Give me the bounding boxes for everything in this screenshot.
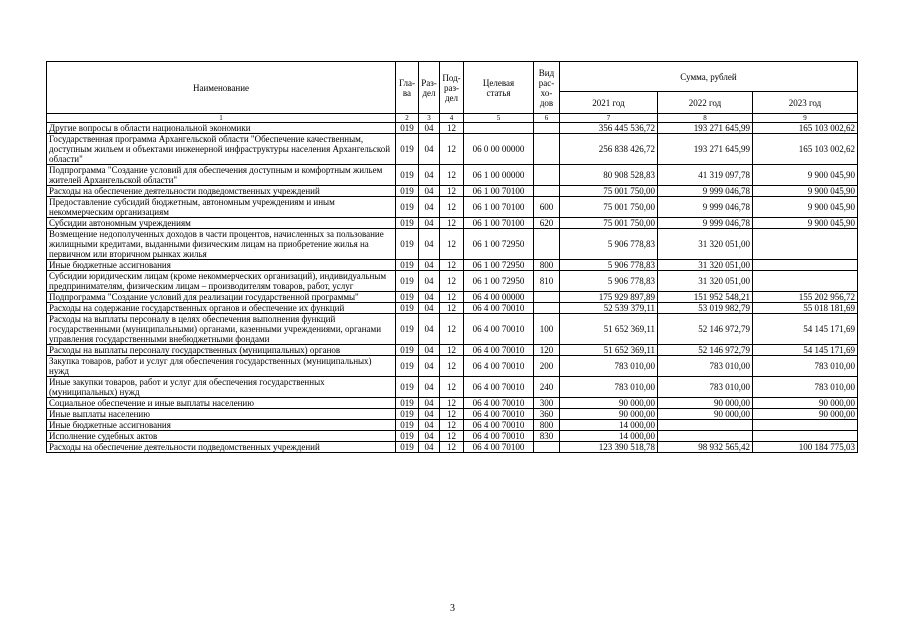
cell-name: Иные выплаты населению [47, 409, 396, 420]
cell-target: 06 4 00 70010 [464, 345, 534, 356]
cell-2022: 9 999 046,78 [658, 218, 753, 229]
header-row [47, 62, 858, 92]
cell-target: 06 1 00 70100 [464, 197, 534, 218]
cell-razdel: 04 [419, 218, 440, 229]
cell-2023: 9 900 045,90 [753, 197, 858, 218]
cell-2022: 9 999 046,78 [658, 197, 753, 218]
cell-glava: 019 [396, 314, 419, 345]
cell-2021: 5 906 778,83 [560, 260, 658, 271]
cell-razdel: 04 [419, 134, 440, 165]
cell-name: Исполнение судебных актов [47, 431, 396, 442]
table-row [47, 123, 858, 134]
cell-razdel: 04 [419, 356, 440, 377]
cell-vid: 240 [534, 377, 560, 398]
cell-target: 06 1 00 72950 [464, 229, 534, 260]
column-number: 2 [396, 114, 419, 123]
cell-podrazdel: 12 [440, 260, 464, 271]
cell-2022: 9 999 046,78 [658, 186, 753, 197]
cell-name: Иные бюджетные ассигнования [47, 420, 396, 431]
cell-name: Расходы на выплаты персоналу в целях обеспечения выполнения функций государственными (муниципальными) органами, казенными учреждениями, органами управления государственными внебюджетными фондами [47, 314, 396, 345]
cell-2023 [753, 260, 858, 271]
table-row [47, 134, 858, 165]
cell-target: 06 4 00 70010 [464, 314, 534, 345]
cell-target: 06 4 00 00000 [464, 292, 534, 303]
table-row [47, 218, 858, 229]
cell-2023: 54 145 171,69 [753, 314, 858, 345]
page-number: 3 [450, 603, 455, 614]
cell-glava: 019 [396, 409, 419, 420]
cell-glava: 019 [396, 229, 419, 260]
cell-vid: 600 [534, 197, 560, 218]
cell-name: Государственная программа Архангельской области "Обеспечение качественным, доступным жильем и объектами инженерной инфраструктуры населения Архангельской области" [47, 134, 396, 165]
cell-2021: 51 652 369,11 [560, 314, 658, 345]
cell-2021: 14 000,00 [560, 420, 658, 431]
table-row [47, 356, 858, 377]
cell-2021: 175 929 897,89 [560, 292, 658, 303]
cell-target: 06 1 00 70100 [464, 186, 534, 197]
cell-target: 06 4 00 70010 [464, 398, 534, 409]
cell-vid [534, 303, 560, 314]
cell-2023: 90 000,00 [753, 409, 858, 420]
cell-vid [534, 229, 560, 260]
cell-2022: 193 271 645,99 [658, 123, 753, 134]
cell-vid [534, 186, 560, 197]
cell-2021: 783 010,00 [560, 377, 658, 398]
cell-2022: 98 932 565,42 [658, 442, 753, 453]
cell-podrazdel: 12 [440, 377, 464, 398]
cell-name: Расходы на выплаты персоналу государственных (муниципальных) органов [47, 345, 396, 356]
cell-glava: 019 [396, 123, 419, 134]
table-row [47, 186, 858, 197]
cell-2023 [753, 420, 858, 431]
cell-vid [534, 442, 560, 453]
cell-vid: 810 [534, 271, 560, 292]
cell-2021: 90 000,00 [560, 409, 658, 420]
cell-name: Расходы на обеспечение деятельности подведомственных учреждений [47, 186, 396, 197]
cell-vid: 800 [534, 420, 560, 431]
cell-name: Расходы на содержание государственных органов и обеспечение их функций [47, 303, 396, 314]
cell-name: Расходы на обеспечение деятельности подведомственных учреждений [47, 442, 396, 453]
cell-2023: 100 184 775,03 [753, 442, 858, 453]
cell-podrazdel: 12 [440, 431, 464, 442]
cell-2022: 31 320 051,00 [658, 271, 753, 292]
cell-name: Субсидии автономным учреждениям [47, 218, 396, 229]
cell-name: Возмещение недополученных доходов в части процентов, начисленных за пользование жилищными кредитами, выданными физическим лицам на приобретение жилья на первичном или вторичном рынках жилья [47, 229, 396, 260]
cell-podrazdel: 12 [440, 345, 464, 356]
header-razdel: Раз- дел [419, 62, 440, 114]
cell-2022: 193 271 645,99 [658, 134, 753, 165]
cell-name: Закупка товаров, работ и услуг для обеспечения государственных (муниципальных) нужд [47, 356, 396, 377]
cell-2022: 52 146 972,79 [658, 345, 753, 356]
cell-vid [534, 134, 560, 165]
cell-2021: 75 001 750,00 [560, 197, 658, 218]
cell-name: Предоставление субсидий бюджетным, автономным учреждениям и иным некоммерческим организациям [47, 197, 396, 218]
cell-podrazdel: 12 [440, 442, 464, 453]
table-row [47, 420, 858, 431]
cell-razdel: 04 [419, 292, 440, 303]
cell-2023: 9 900 045,90 [753, 186, 858, 197]
cell-2023 [753, 229, 858, 260]
cell-podrazdel: 12 [440, 356, 464, 377]
header-podrazdel: Под- раз- дел [440, 62, 464, 114]
cell-2022 [658, 431, 753, 442]
table-row [47, 303, 858, 314]
cell-podrazdel: 12 [440, 398, 464, 409]
cell-podrazdel: 12 [440, 197, 464, 218]
cell-vid: 100 [534, 314, 560, 345]
cell-razdel: 04 [419, 345, 440, 356]
cell-2022: 90 000,00 [658, 409, 753, 420]
cell-2021: 14 000,00 [560, 431, 658, 442]
cell-2021: 5 906 778,83 [560, 229, 658, 260]
cell-2021: 52 539 379,11 [560, 303, 658, 314]
cell-2023 [753, 271, 858, 292]
cell-vid: 360 [534, 409, 560, 420]
cell-2021: 356 445 536,72 [560, 123, 658, 134]
cell-podrazdel: 12 [440, 292, 464, 303]
cell-glava: 019 [396, 134, 419, 165]
cell-glava: 019 [396, 431, 419, 442]
cell-2022 [658, 420, 753, 431]
cell-2022: 53 019 982,79 [658, 303, 753, 314]
cell-2022: 783 010,00 [658, 356, 753, 377]
cell-2022: 41 319 097,78 [658, 165, 753, 186]
cell-podrazdel: 12 [440, 123, 464, 134]
column-number: 6 [534, 114, 560, 123]
cell-vid: 200 [534, 356, 560, 377]
cell-podrazdel: 12 [440, 409, 464, 420]
cell-target: 06 1 00 72950 [464, 260, 534, 271]
cell-2023: 165 103 002,62 [753, 123, 858, 134]
cell-razdel: 04 [419, 186, 440, 197]
cell-target: 06 4 00 70010 [464, 431, 534, 442]
cell-glava: 019 [396, 218, 419, 229]
cell-vid [534, 165, 560, 186]
column-number: 1 [47, 114, 396, 123]
header-target: Целевая статья [464, 62, 534, 114]
cell-name: Другие вопросы в области национальной экономики [47, 123, 396, 134]
cell-name: Иные закупки товаров, работ и услуг для обеспечения государственных (муниципальных) нужд [47, 377, 396, 398]
cell-glava: 019 [396, 345, 419, 356]
cell-glava: 019 [396, 442, 419, 453]
cell-2021: 783 010,00 [560, 356, 658, 377]
cell-glava: 019 [396, 420, 419, 431]
header-year-2022: 2022 год [658, 92, 753, 114]
cell-razdel: 04 [419, 260, 440, 271]
cell-name: Подпрограмма "Создание условий для обеспечения доступным и комфортным жильем жителей Архангельской области" [47, 165, 396, 186]
table-body [47, 123, 858, 453]
cell-target: 06 4 00 70010 [464, 409, 534, 420]
cell-podrazdel: 12 [440, 314, 464, 345]
cell-2023: 90 000,00 [753, 398, 858, 409]
cell-vid: 300 [534, 398, 560, 409]
cell-glava: 019 [396, 303, 419, 314]
cell-target: 06 4 00 70010 [464, 303, 534, 314]
cell-razdel: 04 [419, 197, 440, 218]
cell-razdel: 04 [419, 420, 440, 431]
header-year-2023: 2023 год [753, 92, 858, 114]
cell-razdel: 04 [419, 303, 440, 314]
cell-2021: 123 390 518,78 [560, 442, 658, 453]
cell-name: Иные бюджетные ассигнования [47, 260, 396, 271]
header-vid: Вид рас- хо- дов [534, 62, 560, 114]
table-row [47, 442, 858, 453]
cell-podrazdel: 12 [440, 186, 464, 197]
cell-glava: 019 [396, 377, 419, 398]
cell-target: 06 1 00 70100 [464, 218, 534, 229]
cell-target: 06 4 00 70010 [464, 420, 534, 431]
budget-table [46, 61, 858, 453]
cell-glava: 019 [396, 271, 419, 292]
cell-2021: 90 000,00 [560, 398, 658, 409]
cell-name: Подпрограмма "Создание условий для реализации государственной программы" [47, 292, 396, 303]
table-row [47, 431, 858, 442]
cell-2022: 52 146 972,79 [658, 314, 753, 345]
cell-2021: 51 652 369,11 [560, 345, 658, 356]
cell-glava: 019 [396, 197, 419, 218]
cell-2023: 155 202 956,72 [753, 292, 858, 303]
cell-glava: 019 [396, 186, 419, 197]
header-name: Наименование [47, 62, 396, 114]
cell-2023 [753, 431, 858, 442]
table-row [47, 271, 858, 292]
column-number: 7 [560, 114, 658, 123]
cell-glava: 019 [396, 260, 419, 271]
cell-2021: 75 001 750,00 [560, 186, 658, 197]
cell-target: 06 4 00 70100 [464, 442, 534, 453]
cell-2023: 9 900 045,90 [753, 165, 858, 186]
cell-razdel: 04 [419, 314, 440, 345]
cell-2023: 55 018 181,69 [753, 303, 858, 314]
column-number: 3 [419, 114, 440, 123]
cell-razdel: 04 [419, 431, 440, 442]
cell-2022: 90 000,00 [658, 398, 753, 409]
cell-glava: 019 [396, 165, 419, 186]
cell-target: 06 4 00 70010 [464, 377, 534, 398]
column-number: 8 [658, 114, 753, 123]
header-glava: Гла- ва [396, 62, 419, 114]
cell-2023: 783 010,00 [753, 377, 858, 398]
cell-glava: 019 [396, 356, 419, 377]
cell-podrazdel: 12 [440, 165, 464, 186]
cell-razdel: 04 [419, 398, 440, 409]
cell-razdel: 04 [419, 377, 440, 398]
cell-vid: 120 [534, 345, 560, 356]
cell-2023: 165 103 002,62 [753, 134, 858, 165]
cell-2022: 783 010,00 [658, 377, 753, 398]
column-number: 5 [464, 114, 534, 123]
cell-podrazdel: 12 [440, 420, 464, 431]
cell-2023: 9 900 045,90 [753, 218, 858, 229]
cell-target: 06 1 00 72950 [464, 271, 534, 292]
cell-razdel: 04 [419, 165, 440, 186]
cell-razdel: 04 [419, 409, 440, 420]
table-row [47, 197, 858, 218]
cell-2021: 5 906 778,83 [560, 271, 658, 292]
table-row [47, 398, 858, 409]
table-row [47, 314, 858, 345]
cell-razdel: 04 [419, 442, 440, 453]
cell-vid [534, 123, 560, 134]
cell-podrazdel: 12 [440, 218, 464, 229]
cell-razdel: 04 [419, 123, 440, 134]
cell-2023: 54 145 171,69 [753, 345, 858, 356]
cell-2021: 256 838 426,72 [560, 134, 658, 165]
table-row [47, 165, 858, 186]
cell-glava: 019 [396, 292, 419, 303]
cell-2021: 80 908 528,83 [560, 165, 658, 186]
cell-2021: 75 001 750,00 [560, 218, 658, 229]
cell-vid: 620 [534, 218, 560, 229]
cell-target: 06 4 00 70010 [464, 356, 534, 377]
header-year-2021: 2021 год [560, 92, 658, 114]
cell-podrazdel: 12 [440, 229, 464, 260]
cell-2023: 783 010,00 [753, 356, 858, 377]
column-numbers-row [47, 114, 858, 123]
table-row [47, 292, 858, 303]
column-number: 9 [753, 114, 858, 123]
table-row [47, 377, 858, 398]
column-number: 4 [440, 114, 464, 123]
table-row [47, 409, 858, 420]
cell-2022: 31 320 051,00 [658, 260, 753, 271]
cell-vid: 800 [534, 260, 560, 271]
cell-podrazdel: 12 [440, 134, 464, 165]
cell-target [464, 123, 534, 134]
table-row [47, 229, 858, 260]
cell-podrazdel: 12 [440, 271, 464, 292]
cell-name: Субсидии юридическим лицам (кроме некоммерческих организаций), индивидуальным предпринимателям, физическим лицам – производителям товаров, работ, услуг [47, 271, 396, 292]
cell-2022: 151 952 548,21 [658, 292, 753, 303]
cell-target: 06 1 00 00000 [464, 165, 534, 186]
cell-target: 06 0 00 00000 [464, 134, 534, 165]
table-row [47, 345, 858, 356]
cell-razdel: 04 [419, 229, 440, 260]
cell-name: Социальное обеспечение и иные выплаты населению [47, 398, 396, 409]
table-row [47, 260, 858, 271]
cell-glava: 019 [396, 398, 419, 409]
cell-podrazdel: 12 [440, 303, 464, 314]
cell-razdel: 04 [419, 271, 440, 292]
cell-vid: 830 [534, 431, 560, 442]
cell-2022: 31 320 051,00 [658, 229, 753, 260]
cell-vid [534, 292, 560, 303]
header-sum: Сумма, рублей [560, 62, 858, 92]
